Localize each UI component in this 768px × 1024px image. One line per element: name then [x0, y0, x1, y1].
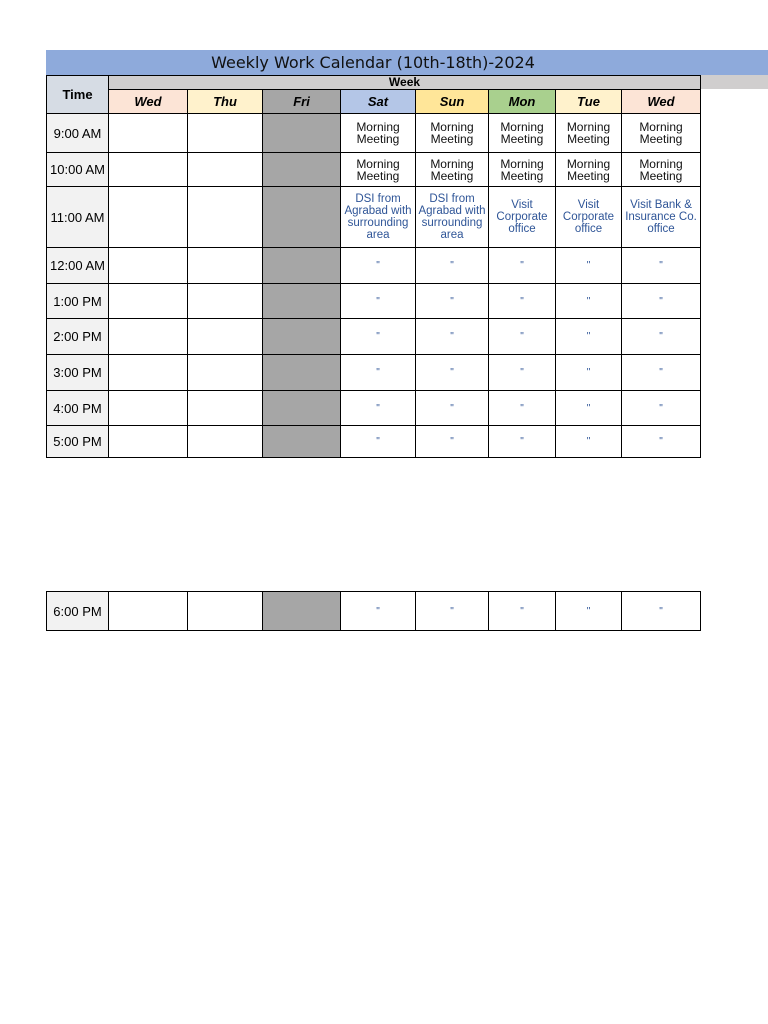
schedule-cell[interactable] — [188, 114, 263, 153]
table-row — [47, 153, 701, 187]
calendar-title: Weekly Work Calendar (10th-18th)-2024 — [211, 53, 535, 72]
schedule-cell[interactable]: Morning Meeting — [341, 153, 416, 187]
schedule-cell[interactable] — [188, 248, 263, 284]
schedule-cell[interactable]: Morning Meeting — [556, 114, 622, 153]
schedule-cell[interactable] — [263, 114, 341, 153]
table-row — [47, 114, 701, 153]
table-row — [47, 187, 701, 248]
table-row — [47, 426, 701, 458]
schedule-cell[interactable]: Morning Meeting — [556, 153, 622, 187]
schedule-cell[interactable]: Visit Bank & Insurance Co. office — [622, 187, 701, 248]
schedule-cell[interactable]: Morning Meeting — [622, 153, 701, 187]
extra-table — [46, 591, 701, 631]
schedule-cell[interactable] — [263, 284, 341, 319]
time-cell: 3:00 PM — [47, 355, 109, 391]
schedule-cell[interactable]: " — [622, 426, 701, 458]
day-header-sun: Sun — [416, 90, 489, 114]
schedule-cell[interactable]: Visit Corporate office — [489, 187, 556, 248]
schedule-cell[interactable]: " — [556, 284, 622, 319]
schedule-cell[interactable]: " — [556, 319, 622, 355]
schedule-cell[interactable] — [109, 153, 188, 187]
schedule-cell[interactable]: " — [622, 319, 701, 355]
schedule-cell[interactable]: " — [416, 248, 489, 284]
schedule-cell[interactable] — [263, 592, 341, 631]
schedule-cell[interactable]: " — [556, 355, 622, 391]
schedule-cell[interactable] — [109, 114, 188, 153]
schedule-cell[interactable]: " — [622, 355, 701, 391]
time-cell: 5:00 PM — [47, 426, 109, 458]
time-cell: 1:00 PM — [47, 284, 109, 319]
day-header-tue: Tue — [556, 90, 622, 114]
schedule-cell[interactable]: " — [416, 391, 489, 426]
schedule-cell[interactable]: DSI from Agrabad with surrounding area — [416, 187, 489, 248]
schedule-cell[interactable]: " — [622, 592, 701, 631]
schedule-cell[interactable]: " — [341, 248, 416, 284]
time-cell: 11:00 AM — [47, 187, 109, 248]
schedule-cell[interactable]: " — [416, 592, 489, 631]
schedule-cell[interactable] — [109, 248, 188, 284]
schedule-cell[interactable]: " — [622, 248, 701, 284]
day-header-fri: Fri — [263, 90, 341, 114]
schedule-cell[interactable] — [188, 284, 263, 319]
schedule-cell[interactable]: Morning Meeting — [416, 114, 489, 153]
schedule-cell[interactable]: " — [489, 391, 556, 426]
table-row — [47, 284, 701, 319]
schedule-cell[interactable] — [263, 355, 341, 391]
schedule-cell[interactable] — [263, 391, 341, 426]
schedule-cell[interactable]: Morning Meeting — [416, 153, 489, 187]
table-row — [47, 355, 701, 391]
schedule-cell[interactable] — [109, 391, 188, 426]
schedule-cell[interactable]: " — [556, 426, 622, 458]
table-row — [47, 248, 701, 284]
schedule-cell[interactable]: " — [489, 248, 556, 284]
time-cell: 10:00 AM — [47, 153, 109, 187]
day-header-mon: Mon — [489, 90, 556, 114]
schedule-cell[interactable] — [263, 426, 341, 458]
schedule-cell[interactable]: " — [341, 284, 416, 319]
schedule-cell[interactable] — [263, 319, 341, 355]
time-cell: 4:00 PM — [47, 391, 109, 426]
schedule-cell[interactable] — [188, 319, 263, 355]
time-cell: 2:00 PM — [47, 319, 109, 355]
schedule-cell[interactable] — [188, 426, 263, 458]
schedule-cell[interactable] — [188, 355, 263, 391]
schedule-cell[interactable]: " — [622, 391, 701, 426]
schedule-cell[interactable]: " — [489, 284, 556, 319]
schedule-cell[interactable]: " — [341, 319, 416, 355]
week-header: Week — [109, 76, 701, 90]
schedule-cell[interactable]: " — [489, 355, 556, 391]
table-row — [47, 391, 701, 426]
schedule-cell[interactable]: Morning Meeting — [622, 114, 701, 153]
schedule-cell[interactable] — [188, 153, 263, 187]
schedule-cell[interactable] — [109, 355, 188, 391]
schedule-cell[interactable]: DSI from Agrabad with surrounding area — [341, 187, 416, 248]
table-row — [47, 592, 701, 631]
schedule-cell[interactable] — [188, 592, 263, 631]
day-header-wed: Wed — [622, 90, 701, 114]
schedule-cell[interactable]: " — [341, 391, 416, 426]
schedule-cell[interactable]: " — [556, 592, 622, 631]
schedule-cell[interactable] — [188, 187, 263, 248]
schedule-cell[interactable]: " — [489, 426, 556, 458]
schedule-cell[interactable]: " — [416, 319, 489, 355]
schedule-cell[interactable]: Morning Meeting — [341, 114, 416, 153]
schedule-cell[interactable] — [263, 153, 341, 187]
schedule-cell[interactable] — [109, 319, 188, 355]
schedule-cell[interactable] — [109, 284, 188, 319]
schedule-cell[interactable]: " — [341, 355, 416, 391]
time-cell: 6:00 PM — [47, 592, 109, 631]
schedule-cell[interactable]: Visit Corporate office — [556, 187, 622, 248]
schedule-cell[interactable] — [109, 187, 188, 248]
day-header-sat: Sat — [341, 90, 416, 114]
time-cell: 9:00 AM — [47, 114, 109, 153]
day-header-thu: Thu — [188, 90, 263, 114]
schedule-cell[interactable]: " — [622, 284, 701, 319]
schedule-cell[interactable] — [109, 426, 188, 458]
time-header: Time — [47, 76, 109, 114]
schedule-cell[interactable]: " — [416, 426, 489, 458]
schedule-cell[interactable]: " — [416, 284, 489, 319]
schedule-cell[interactable] — [263, 248, 341, 284]
table-row — [47, 319, 701, 355]
schedule-cell[interactable]: " — [416, 355, 489, 391]
schedule-cell[interactable] — [263, 187, 341, 248]
schedule-cell[interactable]: " — [556, 248, 622, 284]
schedule-cell[interactable]: " — [341, 426, 416, 458]
schedule-cell[interactable]: " — [489, 319, 556, 355]
schedule-cell[interactable]: Morning Meeting — [489, 153, 556, 187]
calendar-table — [46, 75, 701, 458]
schedule-cell[interactable]: " — [489, 592, 556, 631]
schedule-cell[interactable] — [188, 391, 263, 426]
schedule-cell[interactable]: " — [556, 391, 622, 426]
time-cell: 12:00 AM — [47, 248, 109, 284]
day-header-wed: Wed — [109, 90, 188, 114]
schedule-cell[interactable]: " — [341, 592, 416, 631]
schedule-cell[interactable]: Morning Meeting — [489, 114, 556, 153]
schedule-cell[interactable] — [109, 592, 188, 631]
